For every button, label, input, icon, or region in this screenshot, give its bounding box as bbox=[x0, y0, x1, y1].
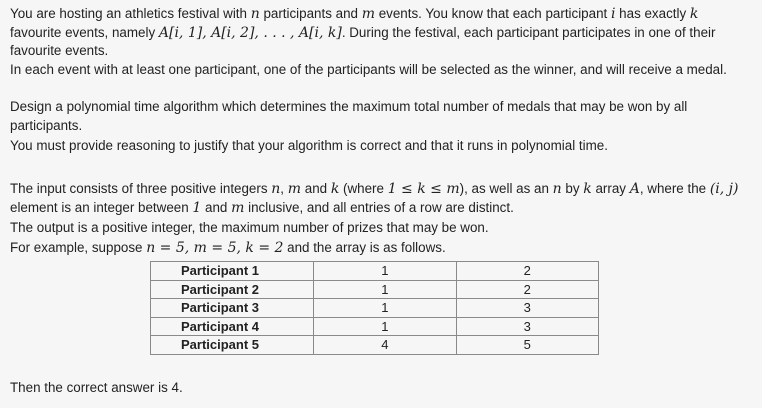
example-array-table bbox=[150, 261, 599, 355]
table-row bbox=[151, 262, 599, 281]
text: array bbox=[591, 181, 630, 196]
text: . During the festival, each participant participates in one of their favourite events. bbox=[10, 24, 716, 58]
text: events. You know that each participant bbox=[374, 6, 611, 21]
example-answer: Then the correct answer is 4. bbox=[10, 380, 183, 395]
math-n: n bbox=[250, 6, 260, 22]
math-m: m bbox=[231, 199, 245, 216]
math-ij: (i, j) bbox=[709, 181, 739, 197]
participant-name: Participant 5 bbox=[151, 336, 314, 355]
problem-example-intro bbox=[10, 239, 750, 258]
event-value: 2 bbox=[456, 280, 598, 299]
problem-input-spec bbox=[10, 180, 750, 217]
text: inclusive, and all entries of a row are distinct. bbox=[244, 199, 514, 215]
event-value: 1 bbox=[314, 280, 456, 299]
math-i: i bbox=[610, 6, 616, 22]
math-favourite-list: A[i, 1], A[i, 2], . . . , A[i, k] bbox=[158, 24, 342, 41]
problem-task: Design a polynomial time algorithm which determines the maximum total number of medals that may be won by all participants. bbox=[10, 99, 688, 133]
problem-medal-rule: In each event with at least one participant, one of the participants will be selected as the winner, and will receive a medal. bbox=[10, 62, 727, 77]
math-m: m bbox=[361, 6, 375, 22]
text: For example, suppose bbox=[10, 240, 147, 255]
table-row bbox=[151, 317, 599, 336]
math-m: m bbox=[287, 181, 302, 197]
text: and bbox=[201, 199, 232, 215]
problem-justification: You must provide reasoning to justify that your algorithm is correct and that it runs in polynomial time. bbox=[10, 138, 608, 153]
event-value: 3 bbox=[456, 317, 598, 336]
text: , bbox=[280, 181, 288, 196]
math-n: n bbox=[552, 181, 562, 197]
math-condition: 1 ≤ k ≤ m bbox=[387, 181, 460, 197]
event-value: 3 bbox=[456, 299, 598, 318]
event-value: 4 bbox=[314, 336, 456, 355]
text: favourite events, namely bbox=[10, 24, 159, 40]
text: and bbox=[301, 181, 331, 196]
text: element is an integer between bbox=[10, 199, 193, 215]
text: participants and bbox=[259, 6, 362, 21]
math-n: n bbox=[271, 181, 281, 197]
math-k: k bbox=[689, 6, 699, 22]
problem-output-spec: The output is a positive integer, the maximum number of prizes that may be won. bbox=[10, 220, 489, 235]
text: by bbox=[561, 181, 584, 196]
text: (where bbox=[339, 181, 388, 196]
event-value: 1 bbox=[314, 262, 456, 281]
math-example-values: n = 5, m = 5, k = 2 bbox=[146, 240, 284, 256]
event-value: 2 bbox=[456, 262, 598, 281]
text: and the array is as follows. bbox=[283, 240, 446, 255]
math-one: 1 bbox=[192, 199, 202, 216]
table-row bbox=[151, 280, 599, 299]
participant-name: Participant 4 bbox=[151, 317, 314, 336]
problem-intro bbox=[10, 5, 750, 61]
table-row bbox=[151, 299, 599, 318]
text: has exactly bbox=[615, 6, 690, 21]
participant-name: Participant 1 bbox=[151, 262, 314, 281]
math-array-a: A bbox=[629, 181, 640, 197]
text: , where the bbox=[639, 181, 710, 196]
event-value: 5 bbox=[456, 336, 598, 355]
participant-name: Participant 3 bbox=[151, 299, 314, 318]
table-row bbox=[151, 336, 599, 355]
math-k: k bbox=[330, 181, 340, 197]
text: The input consists of three positive integers bbox=[10, 181, 272, 196]
participant-name: Participant 2 bbox=[151, 280, 314, 299]
event-value: 1 bbox=[314, 299, 456, 318]
math-k: k bbox=[583, 181, 592, 197]
text: You are hosting an athletics festival with bbox=[10, 6, 251, 21]
event-value: 1 bbox=[314, 317, 456, 336]
text: ), as well as an bbox=[459, 181, 553, 196]
